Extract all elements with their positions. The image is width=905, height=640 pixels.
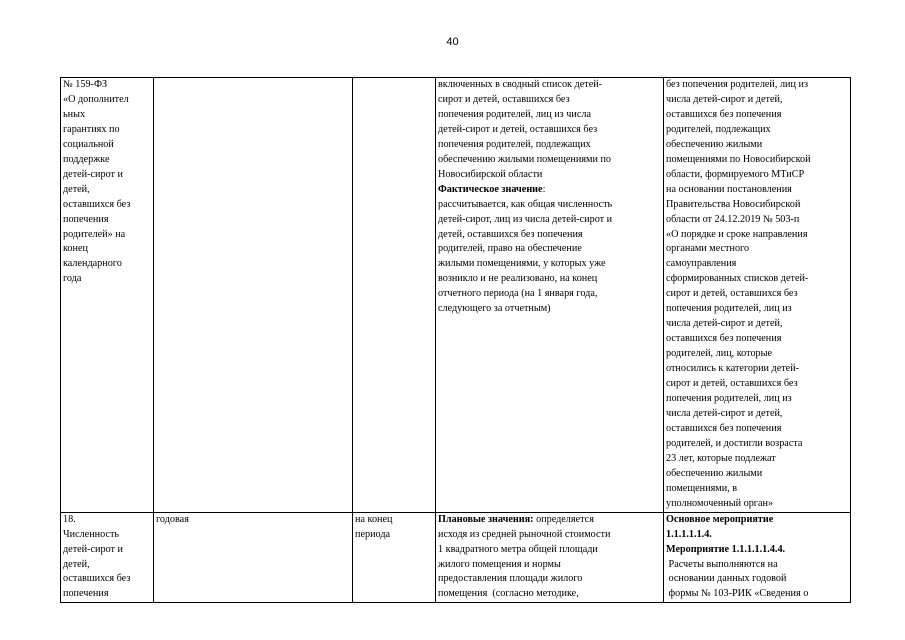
text-line: родителей» на <box>63 228 126 240</box>
text-line: исходя из средней рыночной стоимости <box>438 528 611 540</box>
text-line: детей-сирот и <box>63 543 124 555</box>
text-line: формы № 103-РИК «Сведения о <box>666 588 809 600</box>
indicator-name-text <box>63 513 151 603</box>
planned-values-first-line: определяется <box>533 513 594 525</box>
text-line: органами местного <box>666 243 750 255</box>
calculation-method-cell <box>436 512 664 603</box>
text-line: помещениями, в <box>666 482 738 494</box>
text-line: следующего за отчетным) <box>438 303 551 315</box>
text-line: Новосибирской области <box>438 168 543 180</box>
activity-heading <box>666 513 848 558</box>
text-line: числа детей-сирот и детей, <box>666 407 783 419</box>
text-line: оставшихся без попечения <box>666 108 782 120</box>
text-line: периода <box>355 528 391 540</box>
text-line: включенных в сводный список детей- <box>438 79 603 90</box>
text-line: детей, <box>63 183 90 195</box>
text-line: обеспечению жилыми помещениями по <box>438 153 611 165</box>
text-line: помещениями по Новосибирской <box>666 153 811 165</box>
text-line: попечения родителей, подлежащих <box>438 138 591 150</box>
text-line: попечения <box>63 213 109 225</box>
text-line: Численность <box>63 528 120 540</box>
indicator-table <box>60 77 851 603</box>
text-line: обеспечению жилыми <box>666 467 763 479</box>
text-line: без попечения родителей, лиц из <box>666 79 808 90</box>
text-line: попечения родителей, лиц из <box>666 303 792 315</box>
table-row <box>61 512 851 603</box>
text-line: отчетного периода (на 1 января года, <box>438 288 598 300</box>
text-line: календарного <box>63 258 122 270</box>
text-line: 1 квадратного метра общей площади <box>438 543 598 555</box>
period-type-text <box>355 513 433 543</box>
text-line: Расчеты выполняются на <box>666 558 778 570</box>
calculation-text-a <box>438 78 661 183</box>
text-line: на основании постановления <box>666 183 792 195</box>
text-line: родителей, подлежащих <box>666 123 771 135</box>
text-line: детей, <box>63 558 90 570</box>
text-line: родителей, лиц, которые <box>666 348 772 360</box>
text-line: оставшихся без попечения <box>666 333 782 345</box>
text-line: попечения родителей, лиц из <box>666 393 792 405</box>
periodicity-text: годовая <box>156 513 189 525</box>
text-line: родителей, право на обеспечение <box>438 243 582 255</box>
text-line: сирот и детей, оставшихся без <box>666 288 798 300</box>
actual-value-colon: : <box>542 183 546 195</box>
calculation-method-cell <box>436 78 664 513</box>
text-line: жилыми помещениями, у которых уже <box>438 258 606 270</box>
text-line: Основное мероприятие <box>666 513 774 525</box>
actual-value-label: Фактическое значение <box>438 183 543 195</box>
text-line: рассчитывается, как общая численность <box>438 198 613 210</box>
text-line: «О дополнител <box>63 93 129 105</box>
data-source-cell <box>664 78 851 513</box>
text-line: № 159-ФЗ <box>63 79 108 90</box>
text-line: родителей, и достигли возраста <box>666 437 803 449</box>
text-line: области, формируемого МТиСР <box>666 168 805 180</box>
text-line: оставшихся без <box>63 573 131 585</box>
text-line: «О порядке и сроке направления <box>666 228 808 240</box>
text-line: поддержке <box>63 153 110 165</box>
text-line: жилого помещения и нормы <box>438 558 561 570</box>
text-line: 1.1.1.1.1.4. <box>666 528 712 540</box>
text-line: сирот и детей, оставшихся без <box>666 378 798 390</box>
periodicity-cell <box>154 78 353 513</box>
text-line: оставшихся без <box>63 198 131 210</box>
text-line: ьных <box>63 108 86 120</box>
text-line: сирот и детей, оставшихся без <box>438 93 570 105</box>
text-line: предоставления площади жилого <box>438 573 583 585</box>
text-line: детей-сирот, лиц из числа детей-сирот и <box>438 213 613 225</box>
text-line: самоуправления <box>666 258 737 270</box>
text-line: Правительства Новосибирской <box>666 198 801 210</box>
text-line: конец <box>63 243 88 255</box>
text-line: социальной <box>63 138 114 150</box>
text-line: помещения (согласно методике, <box>438 588 579 600</box>
indicator-name-text <box>63 78 151 287</box>
text-line: сформированных списков детей- <box>666 273 809 285</box>
period-type-cell <box>353 78 436 513</box>
text-line: числа детей-сирот и детей, <box>666 93 783 105</box>
text-line: детей, оставшихся без попечения <box>438 228 583 240</box>
indicator-name-cell <box>61 512 154 603</box>
text-line: гарантиях по <box>63 123 120 135</box>
text-line: уполномоченный орган» <box>666 497 774 509</box>
text-line: детей-сирот и детей, оставшихся без <box>438 123 598 135</box>
text-line: детей-сирот и <box>63 168 124 180</box>
text-line: 23 лет, которые подлежат <box>666 452 776 464</box>
text-line: попечения <box>63 588 109 600</box>
data-source-cell <box>664 512 851 603</box>
text-line: на конец <box>355 513 393 525</box>
text-line: Мероприятие 1.1.1.1.1.4.4. <box>666 543 786 555</box>
text-line: возникло и не реализовано, на конец <box>438 273 598 285</box>
planned-values-label: Плановые значения: <box>438 513 534 525</box>
data-source-text <box>666 78 848 512</box>
text-line: оставшихся без попечения <box>666 422 782 434</box>
text-line: области от 24.12.2019 № 503-п <box>666 213 800 225</box>
calculation-text-b <box>438 198 661 318</box>
text-line: относились к категории детей- <box>666 363 800 375</box>
page-number: 40 <box>446 36 459 48</box>
text-line: года <box>63 273 82 285</box>
table-row <box>61 78 851 513</box>
text-line: основании данных годовой <box>666 573 787 585</box>
text-line: обеспечению жилыми <box>666 138 763 150</box>
indicator-name-cell <box>61 78 154 513</box>
data-source-text <box>666 558 848 603</box>
text-line: числа детей-сирот и детей, <box>666 318 783 330</box>
text-line: 18. <box>63 513 76 525</box>
calculation-text <box>438 528 661 603</box>
period-type-cell <box>353 512 436 603</box>
text-line: попечения родителей, лиц из числа <box>438 108 591 120</box>
periodicity-cell <box>154 512 353 603</box>
